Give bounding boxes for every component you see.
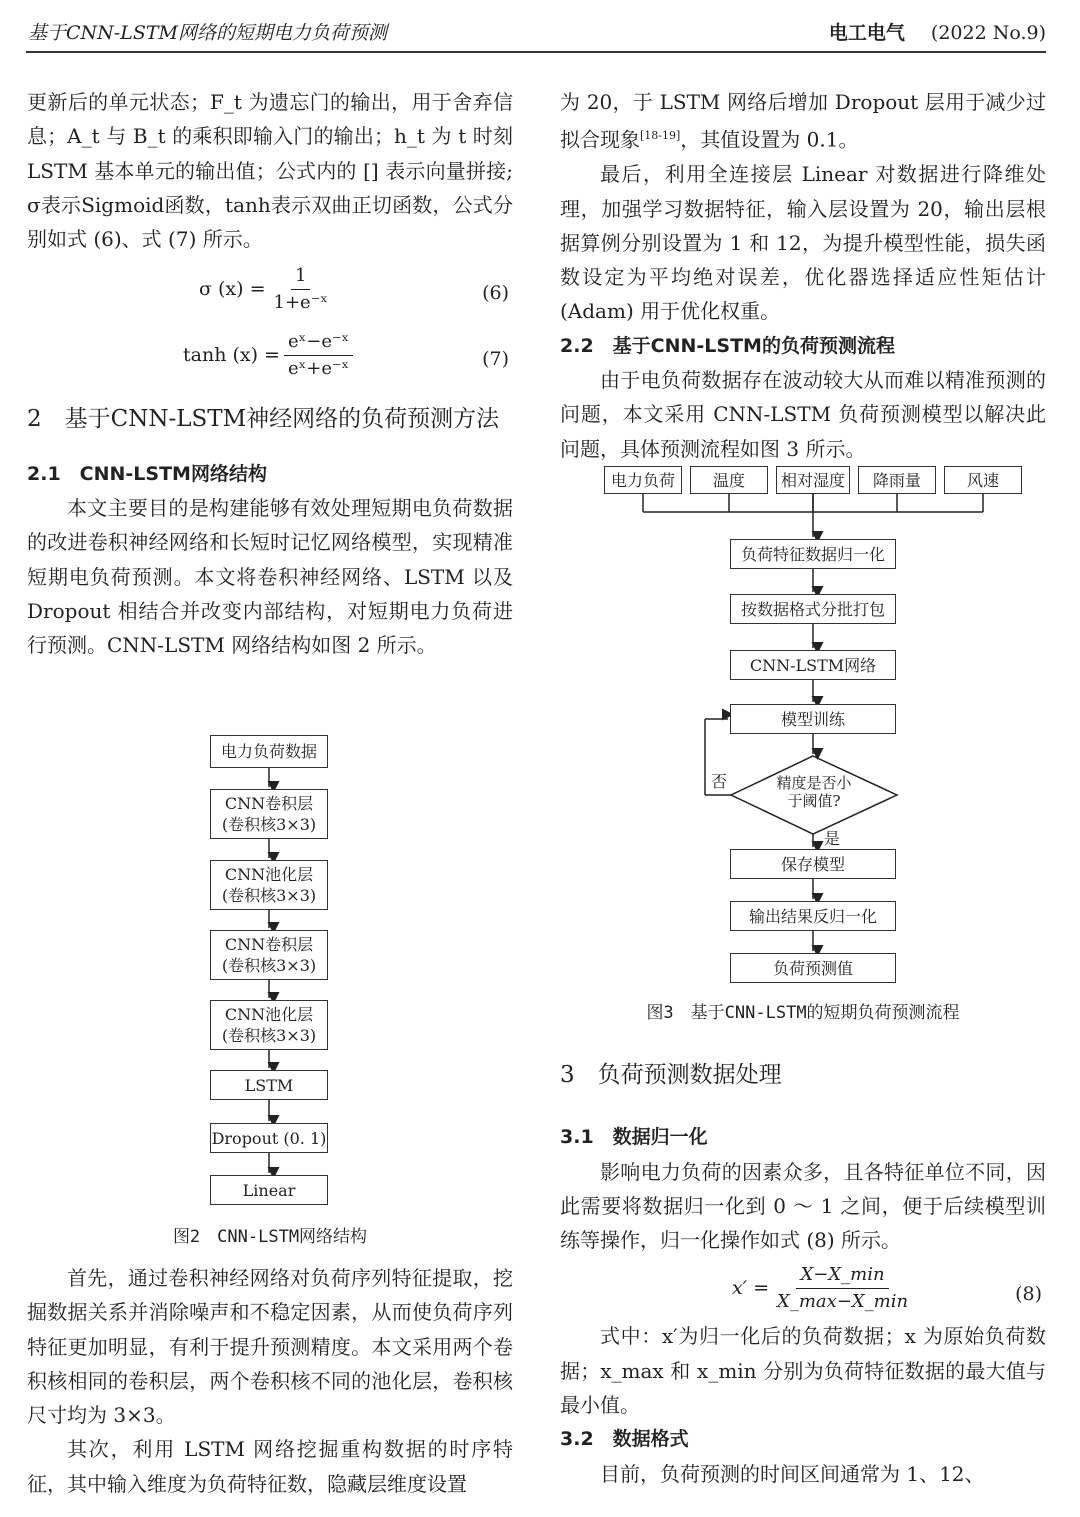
equation-6 <box>27 256 513 322</box>
equation-denominator: eˣ+e⁻ˣ <box>287 357 350 379</box>
fig2-box-dropout: Dropout (0. 1) <box>210 1123 328 1153</box>
paragraph: 本文主要目的是构建能够有效处理短期电负荷数据的改进卷积神经网络和长短时记忆网络模型，实现精准短期电负荷预测。本文将卷积神经网络、LSTM 以及 Dropout 相结合并改变内部结构，对短期电力负荷进行预测。CNN-LSTM 网络结构如图 2 所示。 <box>27 496 513 658</box>
fig3-input-wind: 风速 <box>944 466 1022 494</box>
fig3-input-temp: 温度 <box>690 466 768 494</box>
fig3-step-denormalize: 输出结果反归一化 <box>730 901 896 931</box>
subsection-heading: 2.2 基于CNN-LSTM的负荷预测流程 <box>560 334 895 357</box>
citation: [18-19] <box>640 129 681 143</box>
subsection-heading: 2.1 CNN-LSTM网络结构 <box>27 462 267 485</box>
fig3-input-rain: 降雨量 <box>858 466 936 494</box>
subsection-heading: 3.1 数据归一化 <box>560 1126 708 1149</box>
fig3-step-train: 模型训练 <box>730 704 896 734</box>
section-heading: 2 基于CNN-LSTM神经网络的负荷预测方法 <box>27 406 500 433</box>
fig2-box-pool2: CNN池化层 (卷积核3×3) <box>210 1000 328 1050</box>
equation-numerator: 1 <box>291 265 310 290</box>
paragraph: 其次，利用 LSTM 网络挖掘重构数据的时序特征，其中输入维度为负荷特征数，隐藏层维度设置 <box>27 1437 513 1496</box>
fig2-box-input: 电力负荷数据 <box>210 735 328 768</box>
figure-3-arrows <box>0 0 1 1</box>
equation-lhs: x′ = <box>732 1277 769 1300</box>
fig3-step-save: 保存模型 <box>730 849 896 879</box>
equation-number: (6) <box>482 282 509 305</box>
journal-issue: (2022 No.9) <box>930 22 1046 44</box>
fig3-step-network: CNN-LSTM网络 <box>730 650 896 680</box>
fig3-input-humidity: 相对湿度 <box>776 466 850 494</box>
paragraph: 更新后的单元状态；F_t 为遗忘门的输出，用于舍弃信息；A_t 与 B_t 的乘积即输入门的输出；h_t 为 t 时刻 LSTM 基本单元的输出值；公式内的 [] 表示向量拼接; σ表示Sigmoid函数，tanh表示双曲正切函数，公式分别如式 (6)、式 (7) 所示。 <box>27 90 513 252</box>
fig3-step-batch: 按数据格式分批打包 <box>730 594 896 624</box>
paragraph: 最后，利用全连接层 Linear 对数据进行降维处理，加强学习数据特征，输入层设置为 20，输出层根据算例分别设置为 1 和 12，为提升模型性能，损失函数设定为平均绝对误差，优化器选择适应性矩估计 (Adam) 用于优化权重。 <box>560 162 1046 324</box>
paragraph <box>560 85 1046 157</box>
fig2-box-pool1: CNN池化层 (卷积核3×3) <box>210 860 328 910</box>
paragraph-text: 为 20，于 LSTM 网络后增加 Dropout 层用于减少过拟合现象 <box>560 90 1046 152</box>
left-column-lower <box>27 1261 513 1501</box>
journal-name: 电工电气 <box>828 22 905 44</box>
fig3-yes-label: 是 <box>824 829 841 848</box>
paragraph: 影响电力负荷的因素众多，且各特征单位不同，因此需要将数据归一化到 0 ～ 1 之间，便于后续模型训练等操作，归一化操作如式 (8) 所示。 <box>560 1159 1046 1253</box>
equation-7 <box>27 322 513 388</box>
fig3-step-output: 负荷预测值 <box>730 953 896 983</box>
left-column <box>27 85 513 663</box>
equation-number: (8) <box>1015 1283 1042 1306</box>
fig3-input-load: 电力负荷 <box>604 466 682 494</box>
right-column-lower <box>560 1058 1046 1491</box>
fig2-box-lstm: LSTM <box>210 1070 328 1100</box>
header-rule <box>26 51 1046 53</box>
equation-numerator: eˣ−e⁻ˣ <box>284 331 353 356</box>
subsection-heading: 3.2 数据格式 <box>560 1428 689 1451</box>
equation-lhs: σ (x) = <box>199 278 266 301</box>
equation-8 <box>560 1257 1046 1319</box>
equation-denominator: X_max−X_min <box>777 1290 909 1312</box>
section-heading: 3 负荷预测数据处理 <box>560 1062 782 1088</box>
fig3-no-label: 否 <box>711 772 728 791</box>
fig2-box-conv2: CNN卷积层 (卷积核3×3) <box>210 930 328 980</box>
figure-3-caption: 图3 基于CNN-LSTM的短期负荷预测流程 <box>646 1003 960 1023</box>
paragraph: 目前，负荷预测的时间区间通常为 1、12、 <box>600 1461 985 1486</box>
equation-numerator: X−X_min <box>796 1264 888 1289</box>
paragraph: 首先，通过卷积神经网络对负荷序列特征提取，挖掘数据关系并消除噪声和不稳定因素，从而使负荷序列特征更加明显，有利于提升预测精度。本文采用两个卷积核相同的卷积层，两个卷积核不同的池化层，卷积核尺寸均为 3×3。 <box>27 1266 513 1428</box>
fig2-box-conv1: CNN卷积层 (卷积核3×3) <box>210 789 328 839</box>
equation-denominator: 1+e⁻ˣ <box>273 291 328 313</box>
fig3-decision-label: 精度是否小 于阈值? <box>776 774 852 810</box>
equation-number: (7) <box>482 348 509 371</box>
journal-info <box>829 18 1046 45</box>
figure-2-caption: 图2 CNN-LSTM网络结构 <box>172 1227 368 1247</box>
paragraph: 由于电负荷数据存在波动较大从而难以精准预测的问题，本文采用 CNN-LSTM 负荷预测模型以解决此问题，具体预测流程如图 3 所示。 <box>560 368 1046 461</box>
fig3-step-normalize: 负荷特征数据归一化 <box>730 539 896 569</box>
equation-lhs: tanh (x) = <box>183 344 280 367</box>
running-title: 基于CNN-LSTM网络的短期电力负荷预测 <box>28 22 387 44</box>
paragraph: 式中：x′为归一化后的负荷数据；x 为原始负荷数据；x_max 和 x_min 分别为负荷特征数据的最大值与最小值。 <box>560 1324 1046 1418</box>
fig2-box-linear: Linear <box>210 1175 328 1205</box>
right-column <box>560 85 1046 466</box>
paragraph-text: ，其值设置为 0.1。 <box>680 127 859 152</box>
